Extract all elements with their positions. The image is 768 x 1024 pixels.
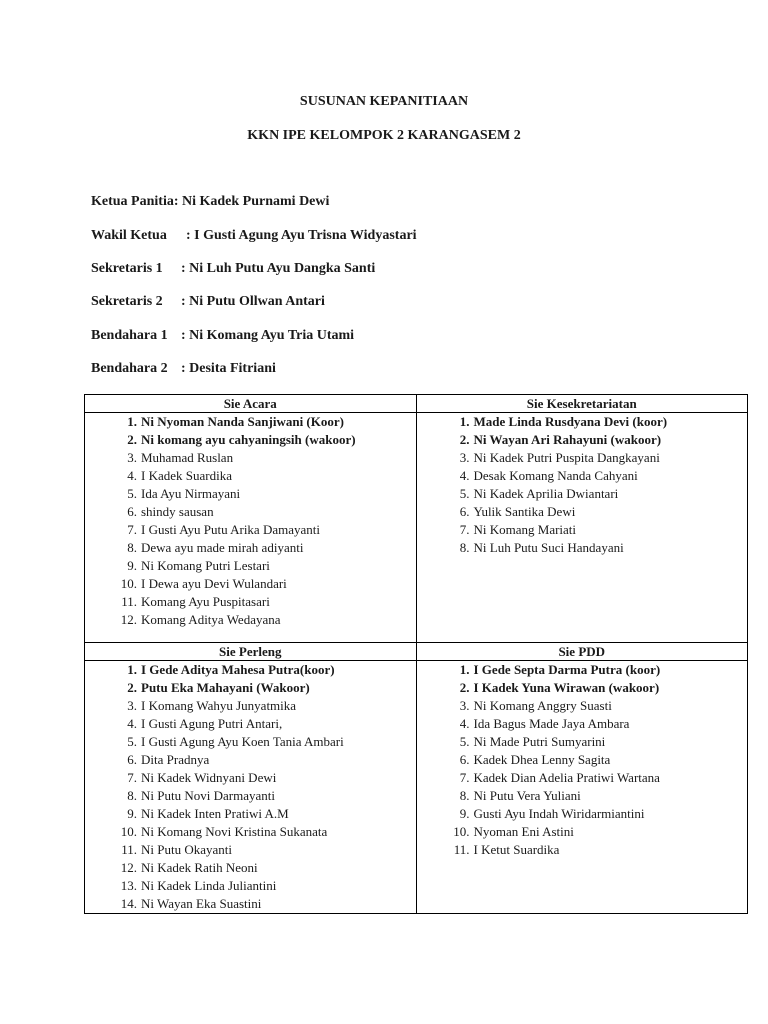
committee-table (84, 394, 748, 914)
member-name: Ida Ayu Nirmayani (141, 486, 241, 501)
list-item (85, 697, 416, 715)
member-name: Ni Putu Novi Darmayanti (141, 788, 275, 803)
item-number: 8. (459, 540, 470, 555)
member-name: Muhamad Ruslan (141, 450, 234, 465)
member-name: Komang Aditya Wedayana (141, 612, 281, 627)
list-item (85, 877, 416, 895)
list-item (417, 841, 748, 859)
list-item (85, 575, 416, 593)
list-item (417, 521, 748, 539)
member-name: Ni Kadek Aprilia Dwiantari (473, 486, 619, 501)
item-number: 2. (459, 680, 470, 695)
officer-label: Sekretaris 2 (91, 294, 163, 309)
item-number: 5. (127, 486, 137, 501)
section-pdd (416, 661, 748, 914)
section-header-perleng: Sie Perleng (85, 643, 417, 661)
item-number: 6. (127, 752, 137, 767)
member-name: I Gusti Agung Putri Antari, (141, 716, 283, 731)
list-item (417, 431, 748, 449)
officer-value: : Ni Komang Ayu Tria Utami (181, 328, 355, 343)
item-number: 4. (459, 716, 470, 731)
member-name: Desak Komang Nanda Cahyani (473, 468, 638, 483)
list-item (85, 787, 416, 805)
list-item (85, 521, 416, 539)
member-name: I Kadek Yuna Wirawan (wakoor) (473, 680, 660, 695)
item-number: 2. (127, 680, 137, 695)
officer-value: : Ni Luh Putu Ayu Dangka Santi (181, 261, 376, 276)
list-item (85, 859, 416, 877)
officer-label: Wakil Ketua (91, 228, 167, 243)
list-item (417, 449, 748, 467)
item-number: 4. (127, 468, 137, 483)
item-number: 8. (459, 788, 470, 803)
section-header-pdd: Sie PDD (416, 643, 748, 661)
member-name: I Dewa ayu Devi Wulandari (141, 576, 287, 591)
member-name: Ni komang ayu cahyaningsih (wakoor) (141, 432, 356, 447)
item-number: 5. (127, 734, 137, 749)
list-item (85, 503, 416, 521)
list-item (85, 751, 416, 769)
list-item (417, 787, 748, 805)
list-item (85, 679, 416, 697)
member-name: Ni Made Putri Sumyarini (473, 734, 606, 749)
item-number: 3. (127, 450, 137, 465)
list-item (417, 413, 748, 431)
item-number: 9. (459, 806, 470, 821)
member-name: Yulik Santika Dewi (473, 504, 576, 519)
officer-sekretaris-2 (91, 294, 325, 310)
member-name: Nyoman Eni Astini (473, 824, 574, 839)
section-header-kesekretariatan: Sie Kesekretariatan (416, 395, 748, 413)
list-item (85, 823, 416, 841)
member-name: Ni Kadek Ratih Neoni (141, 860, 258, 875)
list-item (417, 485, 748, 503)
list-item (417, 805, 748, 823)
member-name: Kadek Dhea Lenny Sagita (473, 752, 611, 767)
item-number: 11. (453, 842, 470, 857)
list-item (85, 715, 416, 733)
member-name: Ni Wayan Eka Suastini (141, 896, 262, 911)
officer-value: : I Gusti Agung Ayu Trisna Widyastari (186, 228, 417, 243)
member-name: Dita Pradnya (141, 752, 210, 767)
member-name: I Ketut Suardika (473, 842, 560, 857)
list-item (85, 593, 416, 611)
member-name: I Kadek Suardika (141, 468, 232, 483)
item-number: 5. (459, 734, 470, 749)
list-item (85, 413, 416, 431)
member-name: I Gede Aditya Mahesa Putra(koor) (141, 662, 335, 677)
member-name: Ni Komang Mariati (473, 522, 577, 537)
item-number: 6. (459, 752, 470, 767)
item-number: 6. (459, 504, 470, 519)
list-item (417, 715, 748, 733)
item-number: 12. (120, 860, 137, 875)
section-acara (85, 413, 417, 643)
item-number: 10. (120, 824, 137, 839)
member-list-perleng (85, 661, 416, 913)
member-name: Ni Nyoman Nanda Sanjiwani (Koor) (141, 414, 344, 429)
item-number: 2. (127, 432, 137, 447)
list-item (85, 467, 416, 485)
item-number: 8. (127, 788, 137, 803)
document-title: SUSUNAN KEPANITIAAN (299, 94, 469, 109)
officer-label: Bendahara 1 (91, 328, 168, 343)
list-item (417, 697, 748, 715)
list-item (85, 611, 416, 629)
member-name: I Gede Septa Darma Putra (koor) (473, 662, 661, 677)
item-number: 10. (120, 576, 137, 591)
officer-value: : Desita Fitriani (181, 361, 276, 376)
document-subtitle: KKN IPE KELOMPOK 2 KARANGASEM 2 (247, 128, 521, 143)
item-number: 1. (127, 414, 137, 429)
section-header-acara: Sie Acara (85, 395, 417, 413)
officer-sekretaris-1 (91, 261, 375, 277)
member-name: Dewa ayu made mirah adiyanti (141, 540, 304, 555)
officer-wakil-ketua (91, 228, 417, 244)
item-number: 3. (459, 698, 470, 713)
list-item (85, 557, 416, 575)
member-name: Ni Putu Vera Yuliani (473, 788, 581, 803)
officer-label: Bendahara 2 (91, 361, 168, 376)
officer-label: Ketua Panitia (91, 194, 174, 209)
member-name: Komang Ayu Puspitasari (141, 594, 270, 609)
item-number: 7. (459, 770, 470, 785)
member-name: Ni Kadek Linda Juliantini (141, 878, 277, 893)
item-number: 3. (127, 698, 137, 713)
item-number: 6. (127, 504, 137, 519)
item-number: 1. (127, 662, 137, 677)
item-number: 7. (127, 522, 137, 537)
member-list-kesekretariatan (417, 413, 748, 557)
member-name: Ni Komang Putri Lestari (141, 558, 270, 573)
list-item (85, 661, 416, 679)
item-number: 1. (459, 414, 470, 429)
member-name: Ni Wayan Ari Rahayuni (wakoor) (473, 432, 662, 447)
member-name: Putu Eka Mahayani (Wakoor) (141, 680, 310, 695)
officer-bendahara-1 (91, 328, 354, 344)
list-item (85, 805, 416, 823)
section-perleng (85, 661, 417, 914)
section-kesekretariatan (416, 413, 748, 643)
officer-bendahara-2 (91, 361, 276, 377)
item-number: 9. (127, 558, 137, 573)
list-item (417, 467, 748, 485)
item-number: 8. (127, 540, 137, 555)
list-item (417, 539, 748, 557)
list-item (85, 895, 416, 913)
item-number: 11. (121, 842, 137, 857)
member-name: Ida Bagus Made Jaya Ambara (473, 716, 630, 731)
item-number: 9. (127, 806, 137, 821)
list-item (85, 841, 416, 859)
member-name: I Komang Wahyu Junyatmika (141, 698, 297, 713)
list-item (85, 431, 416, 449)
item-number: 1. (459, 662, 470, 677)
member-name: shindy sausan (141, 504, 214, 519)
member-list-pdd (417, 661, 748, 859)
officer-value: : Ni Kadek Purnami Dewi (173, 194, 330, 209)
member-name: Kadek Dian Adelia Pratiwi Wartana (473, 770, 660, 785)
item-number: 4. (127, 716, 137, 731)
member-name: Made Linda Rusdyana Devi (koor) (473, 414, 668, 429)
member-name: Ni Kadek Widnyani Dewi (141, 770, 277, 785)
member-name: Gusti Ayu Indah Wiridarmiantini (473, 806, 645, 821)
member-name: Ni Luh Putu Suci Handayani (473, 540, 624, 555)
member-name: I Gusti Ayu Putu Arika Damayanti (141, 522, 320, 537)
officer-label: Sekretaris 1 (91, 261, 163, 276)
member-name: Ni Komang Novi Kristina Sukanata (141, 824, 328, 839)
list-item (417, 733, 748, 751)
list-item (417, 823, 748, 841)
list-item (417, 751, 748, 769)
officer-value: : Ni Putu Ollwan Antari (181, 294, 325, 309)
item-number: 7. (459, 522, 470, 537)
member-list-acara (85, 413, 416, 629)
item-number: 12. (120, 612, 137, 627)
member-name: Ni Komang Anggry Suasti (473, 698, 612, 713)
list-item (85, 449, 416, 467)
item-number: 10. (453, 824, 470, 839)
item-number: 7. (127, 770, 137, 785)
list-item (85, 485, 416, 503)
item-number: 3. (459, 450, 470, 465)
item-number: 11. (121, 594, 137, 609)
officer-ketua (91, 194, 329, 210)
list-item (85, 733, 416, 751)
item-number: 5. (459, 486, 470, 501)
list-item (417, 503, 748, 521)
item-number: 4. (459, 468, 470, 483)
list-item (417, 769, 748, 787)
member-name: Ni Putu Okayanti (141, 842, 232, 857)
item-number: 2. (459, 432, 470, 447)
item-number: 13. (120, 878, 137, 893)
list-item (85, 539, 416, 557)
list-item (85, 769, 416, 787)
member-name: Ni Kadek Inten Pratiwi A.M (141, 806, 289, 821)
list-item (417, 661, 748, 679)
list-item (417, 679, 748, 697)
member-name: Ni Kadek Putri Puspita Dangkayani (473, 450, 660, 465)
member-name: I Gusti Agung Ayu Koen Tania Ambari (141, 734, 344, 749)
item-number: 14. (120, 896, 137, 911)
